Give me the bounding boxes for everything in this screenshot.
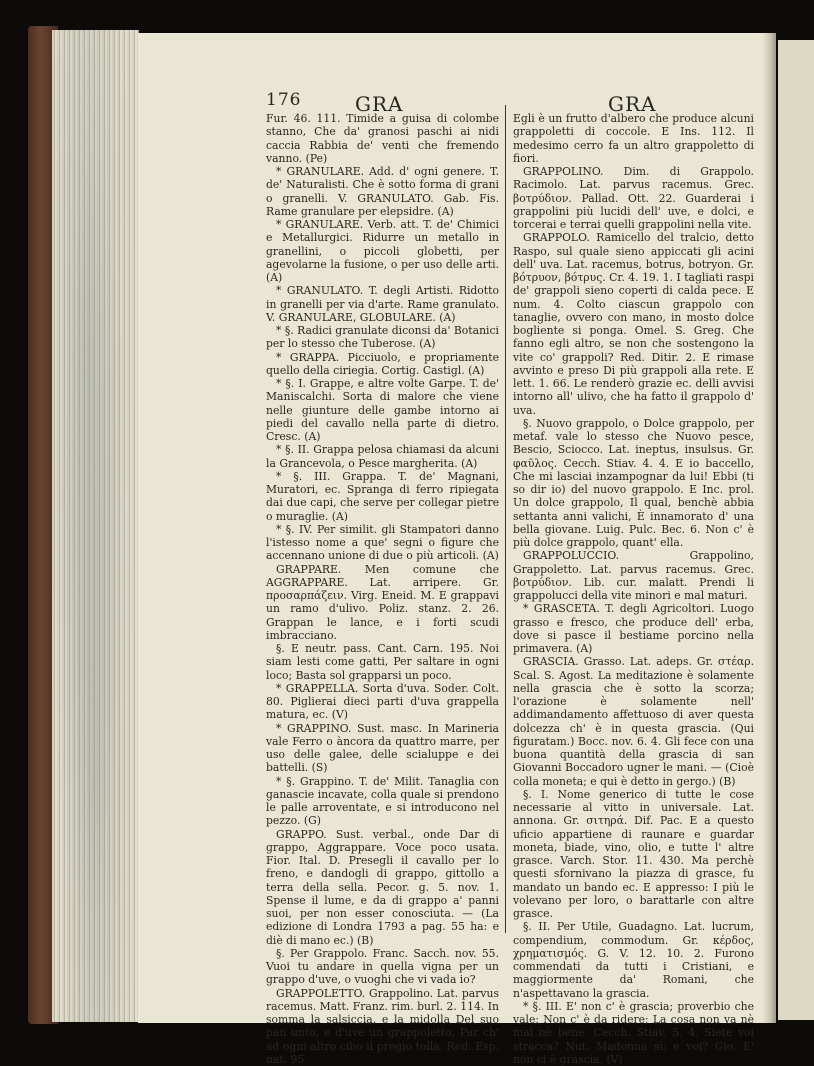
dictionary-entry: §. Per Grappolo. Franc. Sacch. nov. 55. Vuoi tu andare in quella vigna per un grappo d'uve, o vuoghi che vi vada io? [266,947,499,987]
facing-page-edge [778,40,814,1020]
left-running-head: GRA [355,92,403,116]
dictionary-entry: * GRANULARE. Verb. att. T. de' Chimici e Metallurgici. Ridurre un metallo in granellini, o piccoli globetti, per agevolarne la fusione, o per uso delle arti. (A) [266,218,499,284]
right-running-head: GRA [608,92,656,116]
dictionary-entry: §. I. Nome generico di tutte le cose necessarie al vitto in universale. Lat. annona. Gr. σιτηρά. Dif. Pac. E a questo uficio appartiene di raunare e guardar moneta, biade, vino, olio, e tutte l' altre grasce. Varch. Stor. 11. 430. Ma perchè questi sfornivano la piazza di grasce, fu mandato un bando ec. E appresso: I più le volevano per loro, o barattarle con altre grasce. [513,788,754,921]
dictionary-entry: §. Nuovo grappolo, o Dolce grappolo, per metaf. vale lo stesso che Nuovo pesce, Bescio, Sciocco. Lat. ineptus, insulsus. Gr. φαῦλος. Cecch. Stiav. 4. 4. E io baccello, Che mi lasciai inzampognar da lui! Ebbi (ti so dir io) del nuovo grappolo. E Inc. prol. Un dolce grappolo, Il qual, benchè abbia settanta anni valichi, È innamorato d' una bella giovane. Luig. Pulc. Bec. 6. Non c' è più dolce grappolo, quant' ella. [513,417,754,550]
page-number: 176 [266,90,301,110]
dictionary-entry: GRAPPOLUCCIO. Grappolino, Grappoletto. Lat. parvus racemus. Grec. βοτρύδιον. Lib. cur. malatt. Prendi li grappolucci della vite minori e mal maturi. [513,549,754,602]
page-stack-edge [52,30,139,1022]
dictionary-entry: * §. Radici granulate diconsi da' Botanici per lo stesso che Tuberose. (A) [266,324,499,351]
dictionary-entry: GRAPPOLETTO. Grappolino. Lat. parvus racemus. Matt. Franz. rim. burl. 2. 114. In somma la salsiccia, e la midolla Del suo pan unto, e d'uve un grappoletto, Par ch' ad ogni altro cibo il pregio tolla. Red. Esp. nat. 95. [266,987,499,1066]
dictionary-entry: GRAPPOLO. Ramicello del tralcio, detto Raspo, sul quale sieno appiccati gli acini dell' uva. Lat. racemus, botrus, botryon. Gr. βότρυον, βότρυς. Cr. 4. 19. 1. I tagliati raspi de' grappoli sieno coperti di calda pece. E num. 4. Colto ciascun grappolo con tanaglie, ovvero con mano, in mosto dolce bogliente si ponga. Omel. S. Greg. Che fanno egli altro, se non che sostengono la vite co' grappoli? Red. Ditir. 2. E rimase avvinto e preso Di più grappoli alla rete. E lett. 1. 66. Le renderò grazie ec. delli avvisi intorno all' ulivo, che ha fatto il grappolo d' uva. [513,231,754,417]
dictionary-entry: GRAPPARE. Men comune che AGGRAPPARE. Lat. arripere. Gr. προσαρπάζειν. Virg. Eneid. M. E grappavi un ramo d'ulivo. Poliz. stanz. 2. 26. Grappan le lance, e i forti scudi imbracciano. [266,563,499,643]
dictionary-entry: Egli è un frutto d'albero che produce alcuni grappoletti di coccole. E Ins. 112. Il medesimo cerro fa un altro grappoletto di fiori. [513,112,754,165]
dictionary-entry: Fur. 46. 111. Timide a guisa di colombe stanno, Che da' granosi paschi ai nidi caccia Rabbia de' venti che fremendo vanno. (Pe) [266,112,499,165]
dictionary-entry: * GRANULARE. Add. d' ogni genere. T. de' Naturalisti. Che è sotto forma di grani o granelli. V. GRANULATO. Gab. Fis. Rame granulare per elepsidre. (A) [266,165,499,218]
dictionary-entry: * §. II. Grappa pelosa chiamasi da alcuni la Grancevola, o Pesce margherita. (A) [266,443,499,470]
dictionary-entry: §. II. Per Utile, Guadagno. Lat. lucrum, compendium, commodum. Gr. κέρδος, χρηματισμός. G. V. 12. 10. 2. Furono commendati da tutti i Cristiani, e maggiormente da' Romani, che n'aspettavano la grascia. [513,920,754,1000]
dictionary-entry: GRAPPOLINO. Dim. di Grappolo. Racimolo. Lat. parvus racemus. Grec. βοτρύδιον. Pallad. Ott. 22. Guarderai i grappolini più lucidi dell' uve, e dolci, e torcerai e terrai quelli grappolini nella vite. [513,165,754,231]
dictionary-entry: * §. Grappino. T. de' Milit. Tanaglia con ganascie incavate, colla quale si prendono le palle arroventate, e si introducono nel pezzo. (G) [266,775,499,828]
dictionary-entry: * GRASCETA. T. degli Agricoltori. Luogo grasso e fresco, che produce dell' erba, dove si pasce il bestiame porcino nella primavera. (A) [513,602,754,655]
dictionary-entry: * GRAPPELLA. Sorta d'uva. Soder. Colt. 80. Piglierai dieci parti d'uva grappella matura, ec. (V) [266,682,499,722]
dictionary-entry: * GRANULATO. T. degli Artisti. Ridotto in granelli per via d'arte. Rame granulato. V. GRANULARE, GLOBULARE. (A) [266,284,499,324]
column-divider [505,105,506,933]
right-column [513,112,754,1066]
dictionary-entry: * §. IV. Per similit. gli Stampatori danno l'istesso nome a que' segni o figure che accennano unione di due o più articoli. (A) [266,523,499,563]
dictionary-entry: §. E neutr. pass. Cant. Carn. 195. Noi siam lesti come gatti, Per saltare in ogni loco; Basta sol grapparsi un poco. [266,642,499,682]
dictionary-entry: * GRAPPA. Picciuolo, e propriamente quello della ciriegia. Cortig. Castigl. (A) [266,351,499,378]
dictionary-entry: * §. III. Grappa. T. de' Magnani, Muratori, ec. Spranga di ferro ripiegata dai due capi, che serve per collegar pietre o muraglie. (A) [266,470,499,523]
dictionary-entry: * §. I. Grappe, e altre volte Garpe. T. de' Maniscalchi. Sorta di malore che viene nelle giunture delle gambe intorno ai piedi del cavallo nella parte di dietro. Cresc. (A) [266,377,499,443]
dictionary-entry: GRAPPO. Sust. verbal., onde Dar di grappo, Aggrappare. Voce poco usata. Fior. Ital. D. Presegli il cavallo per lo freno, e dandogli di grappo, gittollo a terra della sella. Pecor. g. 5. nov. 1. Spense il lume, e da di grappo a' panni suoi, per non esser conosciuta. — (La edizione di Londra 1793 a pag. 55 ha: e diè di mano ec.) (B) [266,828,499,947]
dictionary-entry: * §. III. E' non c' è grascia; proverbio che vale: Non c' è da ridere; La cosa non va nè mal nè bene. Cecch. Stiav. 5. 4. Siete voi stracca? Nut. Madonna sì: e voi? Gio. E' non ci è grascia. (V) [513,1000,754,1066]
dictionary-entry: * GRAPPINO. Sust. masc. In Marineria vale Ferro o àncora da quattro marre, per uso delle galee, delle scialuppe e dei battelli. (S) [266,722,499,775]
page-gutter [762,33,776,1023]
left-column [266,112,499,1066]
dictionary-entry: GRASCIA. Grasso. Lat. adeps. Gr. στέαρ. Scal. S. Agost. La meditazione è solamente nella grascia che è sotto la scorza; l'orazione è solamente nell' addimandamento affettuoso di aver questa dolcezza ch' è in questa grascia. (Qui figuratam.) Bocc. nov. 6. 4. Gli fece con una buona quantità della grascia di san Giovanni Boccadoro ugner le mani. — (Cioè colla moneta; e qui è detto in gergo.) (B) [513,655,754,788]
